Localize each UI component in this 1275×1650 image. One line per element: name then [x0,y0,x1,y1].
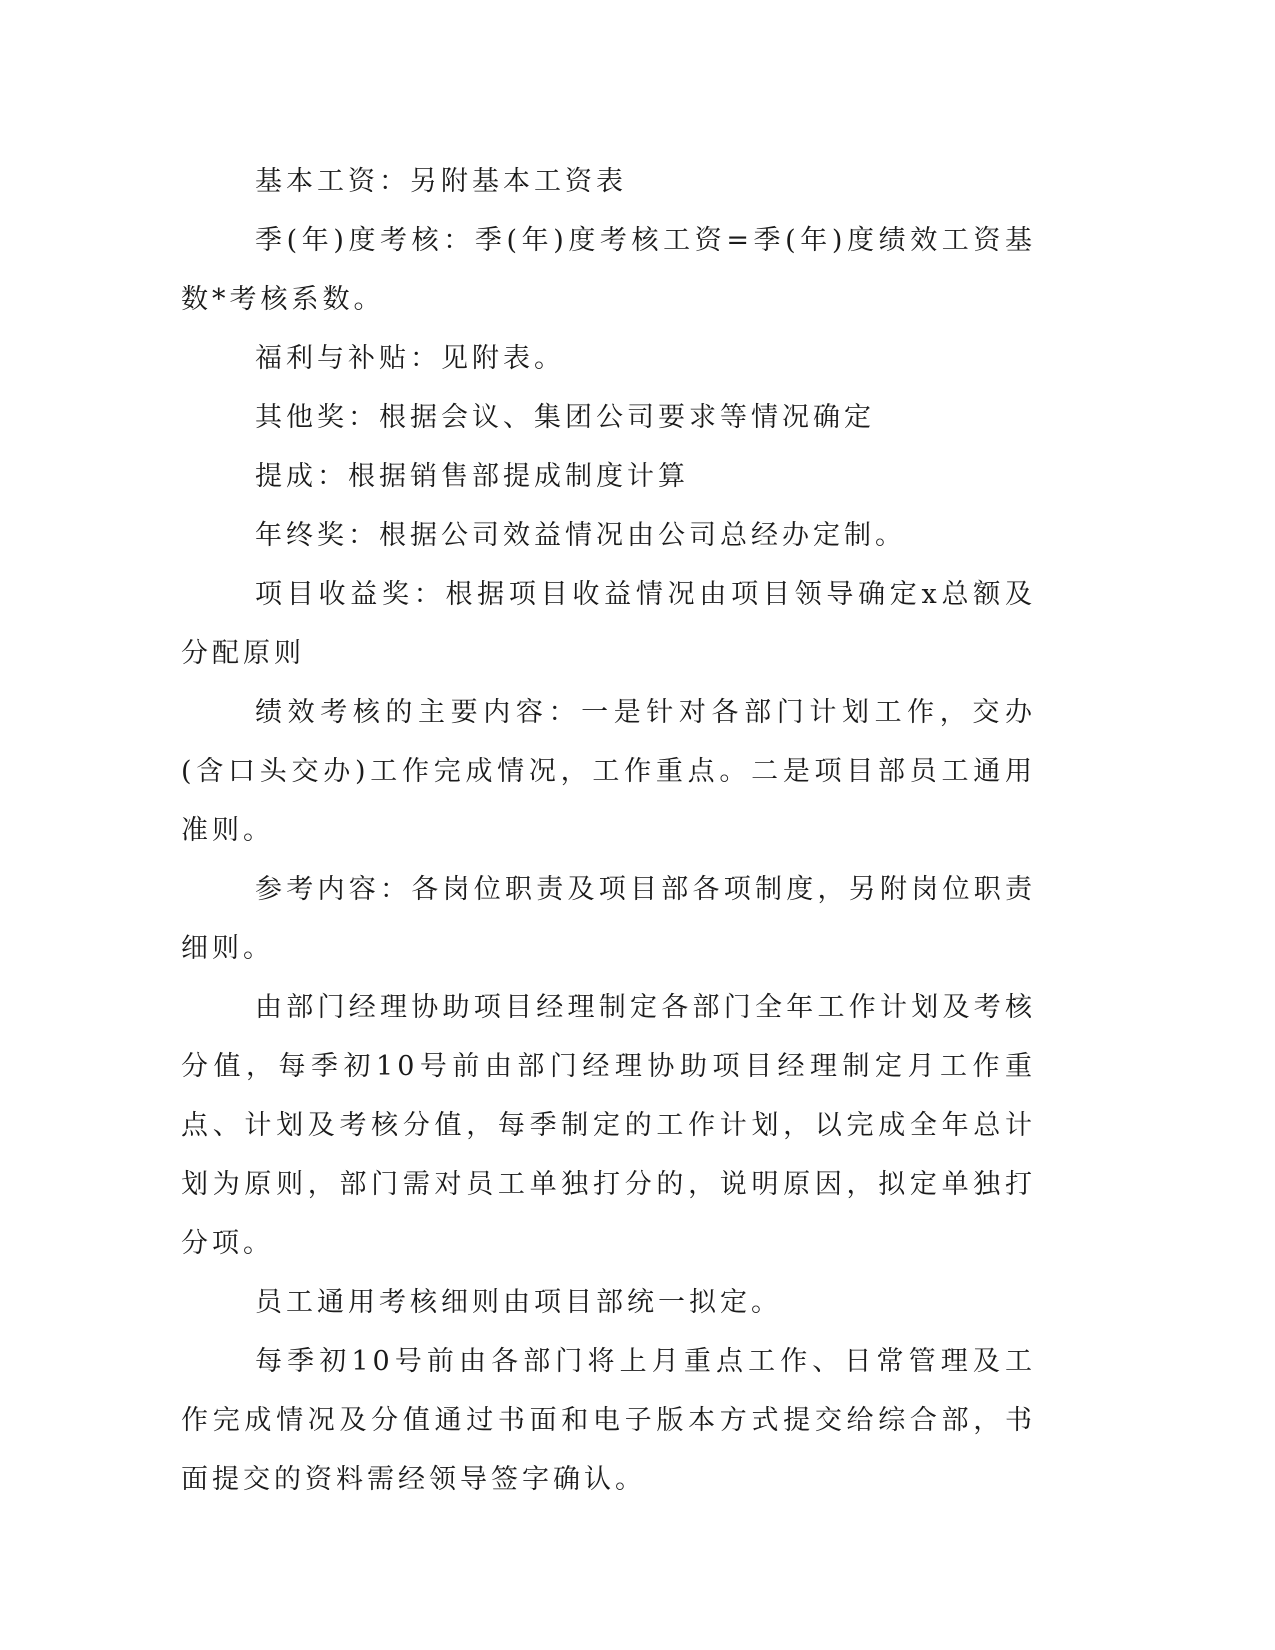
paragraph-commission: 提成：根据销售部提成制度计算 [255,461,689,492]
paragraph-assessment-content: 绩效考核的主要内容：一是针对各部门计划工作，交办(含口头交办)工作完成情况，工作重点。二是项目部员工通用准则。 [181,697,1036,846]
paragraph-submission: 每季初10号前由各部门将上月重点工作、日常管理及工作完成情况及分值通过书面和电子版本方式提交给综合部，书面提交的资料需经领导签字确认。 [181,1346,1036,1495]
paragraph-year-end-bonus: 年终奖：根据公司效益情况由公司总经办定制。 [255,520,906,551]
paragraph-quarterly-assessment: 季(年)度考核：季(年)度考核工资=季(年)度绩效工资基数*考核系数。 [181,225,1036,315]
paragraph-work-plan: 由部门经理协助项目经理制定各部门全年工作计划及考核分值，每季初10号前由部门经理协助项目经理制定月工作重点、计划及考核分值，每季制定的工作计划，以完成全年总计划为原则，部门需对员工单独打分的，说明原因，拟定单独打分项。 [181,992,1036,1259]
paragraph-benefits: 福利与补贴：见附表。 [255,343,565,374]
paragraph-reference-content: 参考内容：各岗位职责及项目部各项制度，另附岗位职责细则。 [181,874,1036,964]
paragraph-general-rules: 员工通用考核细则由项目部统一拟定。 [255,1287,782,1318]
paragraph-other-bonus: 其他奖：根据会议、集团公司要求等情况确定 [255,402,875,433]
paragraph-basic-salary: 基本工资：另附基本工资表 [255,166,627,197]
document-body [181,152,1036,1509]
paragraph-project-bonus: 项目收益奖：根据项目收益情况由项目领导确定x总额及分配原则 [181,579,1036,669]
